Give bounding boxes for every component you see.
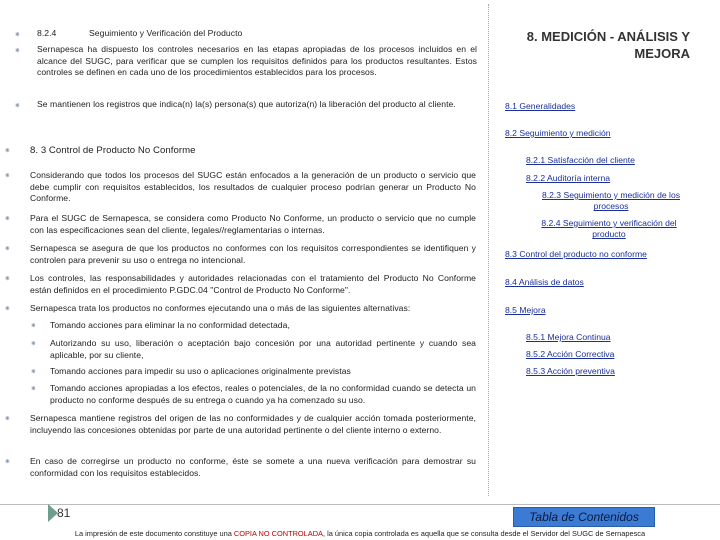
bullet-icon: ⁕ [4,304,11,313]
toc-link-8-1[interactable]: 8.1 Generalidades [505,101,576,111]
chapter-heading: 8. MEDICIÓN - ANÁLISIS Y MEJORA [526,29,690,61]
paragraph: Los controles, las responsabilidades y autoridades relacionadas con el tratamiento del Producto No Conforme están definidos en el procedimiento P.GDC.04 "Control de Producto No Conforme". [30,273,476,295]
section-title: Seguimiento y Verificación del Producto [89,28,243,38]
paragraph: Considerando que todos los procesos del SUGC están enfocados a la generación de un producto o servicio que debe cumplir con requisitos establecidos, los resultados de cualquier proceso podrían generar un Producto No Conforme. [30,170,476,204]
toc-link-8-2[interactable]: 8.2 Seguimiento y medición [505,128,611,138]
toc-link-8-2-2[interactable]: 8.2.2 Auditoría interna [526,173,611,183]
toc-link-8-5-1[interactable]: 8.5.1 Mejora Continua [526,332,611,342]
paragraph: Sernapesca mantiene registros del origen de las no conformidades y de cualquier acción tomada posteriormente, incluyendo las concesiones obtenidas por parte de una autoridad pertinente o del cliente interno o externo. [30,413,476,435]
alternative-item: Tomando acciones para impedir su uso o aplicaciones originalmente previstas [50,366,351,376]
alternative-item: Autorizando su uso, liberación o aceptación bajo concesión por una autoridad pertinente y cuando sea aplicable, por su cliente, [50,338,476,360]
paragraph: Sernapesca se asegura de que los productos no conformes con los requisitos correspondientes se identifiquen y controlen para prevenir su uso o entrega no intencional. [30,243,476,265]
paragraph: Sernapesca trata los productos no conformes ejecutando una o más de las siguientes alternativas: [30,303,411,313]
toc-link-8-2-3[interactable]: 8.2.3 Seguimiento y medición de los procesos [541,190,681,212]
toc-link-8-5-2[interactable]: 8.5.2 Acción Correctiva [526,349,615,359]
column-divider [488,4,489,496]
bullet-icon: ⁕ [30,321,37,330]
paragraph: Para el SUGC de Sernapesca, se considera como Producto No Conforme, un producto o servicio que no cumple con las especificaciones sean del cliente, legales//reglamentarias o internas. [30,213,476,235]
toc-link-8-5-3[interactable]: 8.5.3 Acción preventiva [526,366,615,376]
bullet-icon: ⁕ [14,46,21,55]
disclaimer-text: La impresión de este documento constituye una [74,529,234,538]
toc-link-8-4[interactable]: 8.4 Análisis de datos [505,277,584,287]
bullet-icon: ⁕ [4,171,11,180]
paragraph: Sernapesca ha dispuesto los controles necesarios en las etapas apropiadas de los procesos incluidos en el alcance del SUGC, para verificar que se cumplen los requisitos definidos para los productos resultantes. Estos controles se definen en cada uno de los procedimientos establecidos para los procesos. [37,44,477,78]
disclaimer [0,529,720,538]
alternative-item: Tomando acciones apropiadas a los efectos, reales o potenciales, de la no conformidad cuando se detecta un producto no conforme después de su entrega o cuando ya ha comenzado su uso. [50,383,476,405]
table-of-contents-button[interactable]: Tabla de Contenidos [513,507,655,527]
section2-title: 8. 3 Control de Producto No Conforme [30,145,196,156]
bullet-icon: ⁕ [14,30,21,39]
page-number: 81 [57,506,71,520]
bullet-icon: ⁕ [4,146,11,155]
paragraph: En caso de corregirse un producto no conforme, éste se somete a una nueva verificación para demostrar su conformidad con los requisitos establecidos. [30,456,476,478]
disclaimer-highlight: COPIA NO CONTROLADA [233,529,323,538]
alternative-item: Tomando acciones para eliminar la no conformidad detectada, [50,320,290,330]
toc-link-8-2-4[interactable]: 8.2.4 Seguimiento y verificación del producto [541,218,677,240]
bullet-icon: ⁕ [4,414,11,423]
section-number: 8.2.4 [37,28,57,38]
bullet-icon: ⁕ [4,457,11,466]
toc-link-8-2-1[interactable]: 8.2.1 Satisfacción del cliente [526,155,635,165]
bullet-icon: ⁕ [14,101,21,110]
paragraph: Se mantienen los registros que indica(n) la(s) persona(s) que autoriza(n) la liberación del producto al cliente. [37,99,456,109]
toc-link-8-3[interactable]: 8.3 Control del producto no conforme [505,249,647,259]
bullet-icon: ⁕ [4,244,11,253]
bullet-icon: ⁕ [30,367,37,376]
footer-divider [0,504,720,505]
bullet-icon: ⁕ [4,214,11,223]
toc-link-8-5[interactable]: 8.5 Mejora [505,305,546,315]
bullet-icon: ⁕ [30,339,37,348]
disclaimer-text: , la única copia controlada es aquella que se consulta desde el Servidor del SUGC de Sernapesca [323,529,646,538]
bullet-icon: ⁕ [4,274,11,283]
bullet-icon: ⁕ [30,384,37,393]
